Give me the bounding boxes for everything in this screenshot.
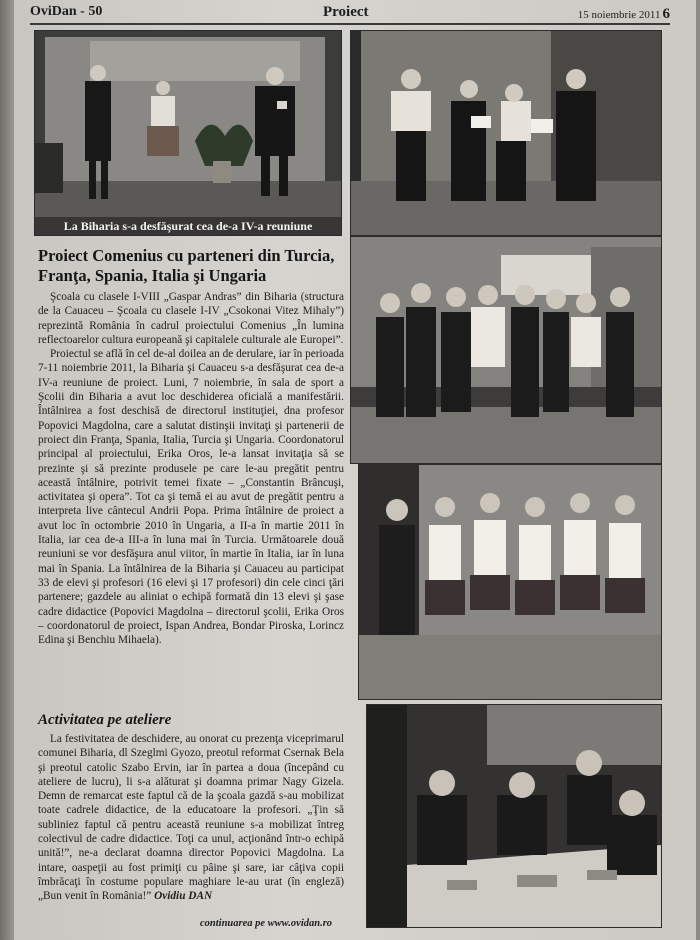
photo-workshop-image [367,705,661,927]
article-body-top [38,290,344,647]
photo-caption: La Biharia s-a desfăşurat cea de-a IV-a reuniune [35,217,341,235]
article-paragraph-text: La festivitatea de deschidere, au onorat cu prezenţa viceprimarul comunei Biharia, dl Szeglmi Gyozo, preotul reformat Csernak Bela şi preotul catolic Szabo Ervin, iar în partea a doua (începând cu ateliere de lucru), li s-a alăturat şi doamna primar Nagy Gizela. Demn de remarcat este faptul că de la şcoala gazdă s-au mobilizat toate cadrele didactice, de la educatoare la profesori. „Ţin să subliniez faptul că pentru această reuniune s-a mobilizat întreg colectivul de cadre didactice. Toţi ca unul, acţionând într-o echipă unită!”, ne-a declarat doamna director Popovici Magdolna. La intare, oaspeţii au fost primiţi cu pâine şi sare, iar câţiva copii îmbrăcaţi în costume populare maghiare le-au urat (în engleză) „Bun venit în România!” [38,733,344,903]
header-rule [30,23,670,25]
photo-student-group [350,236,662,464]
photo-opening-ceremony-image [35,31,341,235]
issue-date: 15 noiembrie 2011 [577,9,661,21]
photo-folk-costumes-image [359,465,661,699]
page-header [30,4,670,22]
publication-issue: OviDan - 50 [30,4,103,19]
article-paragraph: Proiectul se află în cel de-al doilea an de derulare, iar în perioada 7-11 noiembrie 2011, la Biharia şi Cauaceu s-a desfăşurat cea de-a IV-a reuniune de proiect. Luni, 7 noiembrie, în sala de sport a Şcolii din Biharia a avut loc deschiderea oficială a manifestării. Întâlnirea a fost deschisă de directorul instituţiei, dna profesor Popovici Magdolna, care a salutat distinşii invitaţi şi partenerii de proiect din Franţa, Spania, Italia, Turcia şi Ungaria. Coordonatorul principal al proiectului, Erika Oros, le-a lansat invitaţia să se prezinte şi să prezinte produsele pe care le-au pregătit pentru această întâlnire, potrivit temei fixate – „Constantin Brâncuşi, activitatea şi opera”. Tot ca şi temă ei au avut de pregătit pentru a interpreta live cântecul Andrii Popa. Prima întâlnire de proiect a avut loc în octombrie 2010 în Ungaria, a II-a în martie 2011 în Italia, iar cea de-a III-a în luna mai în Turcia. Următoarele două reuniuni se vor desfăşura anul viitor, în martie în Italia, iar în luna mai în Spania. La întâlnirea de la Biharia şi Cauaceu au participat 33 de elevi şi profesori (16 elevi şi 17 profesori) din cele cinci ţări partenere; gazdele au aliniat o echipă formată din 13 elevi şi şase cadre didactice (Popovici Magdolna – directorul şcolii, Erika Oros – coordonatorul de proiect, Ispan Andrea, Bondar Piroska, Lorincz Edina şi Benchiu Mihaela). [38,348,344,647]
section-title: Proiect [323,4,369,20]
header-date-group [578,6,670,23]
article-body-bottom [38,732,344,904]
article-title: Proiect Comenius cu parteneri din Turcia, Franţa, Spania, Italia şi Ungaria [38,246,335,285]
article-paragraph: Şcoala cu clasele I-VIII „Gaspar Andras” din Biharia (structura de la Cauaceu – Şcoala cu clasele I-IV „Csokonai Vitez Mihaly”) reprezintă România în cadrul proiectului Comenius „În lumina reflectoarelor cultura europeană şi capitalele culturale ale Europei”. [38,291,344,346]
author-byline: Ovidiu DAN [154,890,213,903]
photo-students-presenting [350,30,662,236]
photo-students-presenting-image [351,31,661,235]
photo-opening-ceremony [34,30,342,236]
section-subheading: Activitatea pe ateliere [38,712,172,728]
continuation-link[interactable]: continuarea pe www.ovidan.ro [200,918,333,929]
page-fold-shadow [0,0,14,940]
photo-workshop [366,704,662,928]
page-number: 6 [662,6,670,22]
photo-folk-costumes [358,464,662,700]
photo-student-group-image [351,237,661,463]
article-paragraph [38,732,344,904]
